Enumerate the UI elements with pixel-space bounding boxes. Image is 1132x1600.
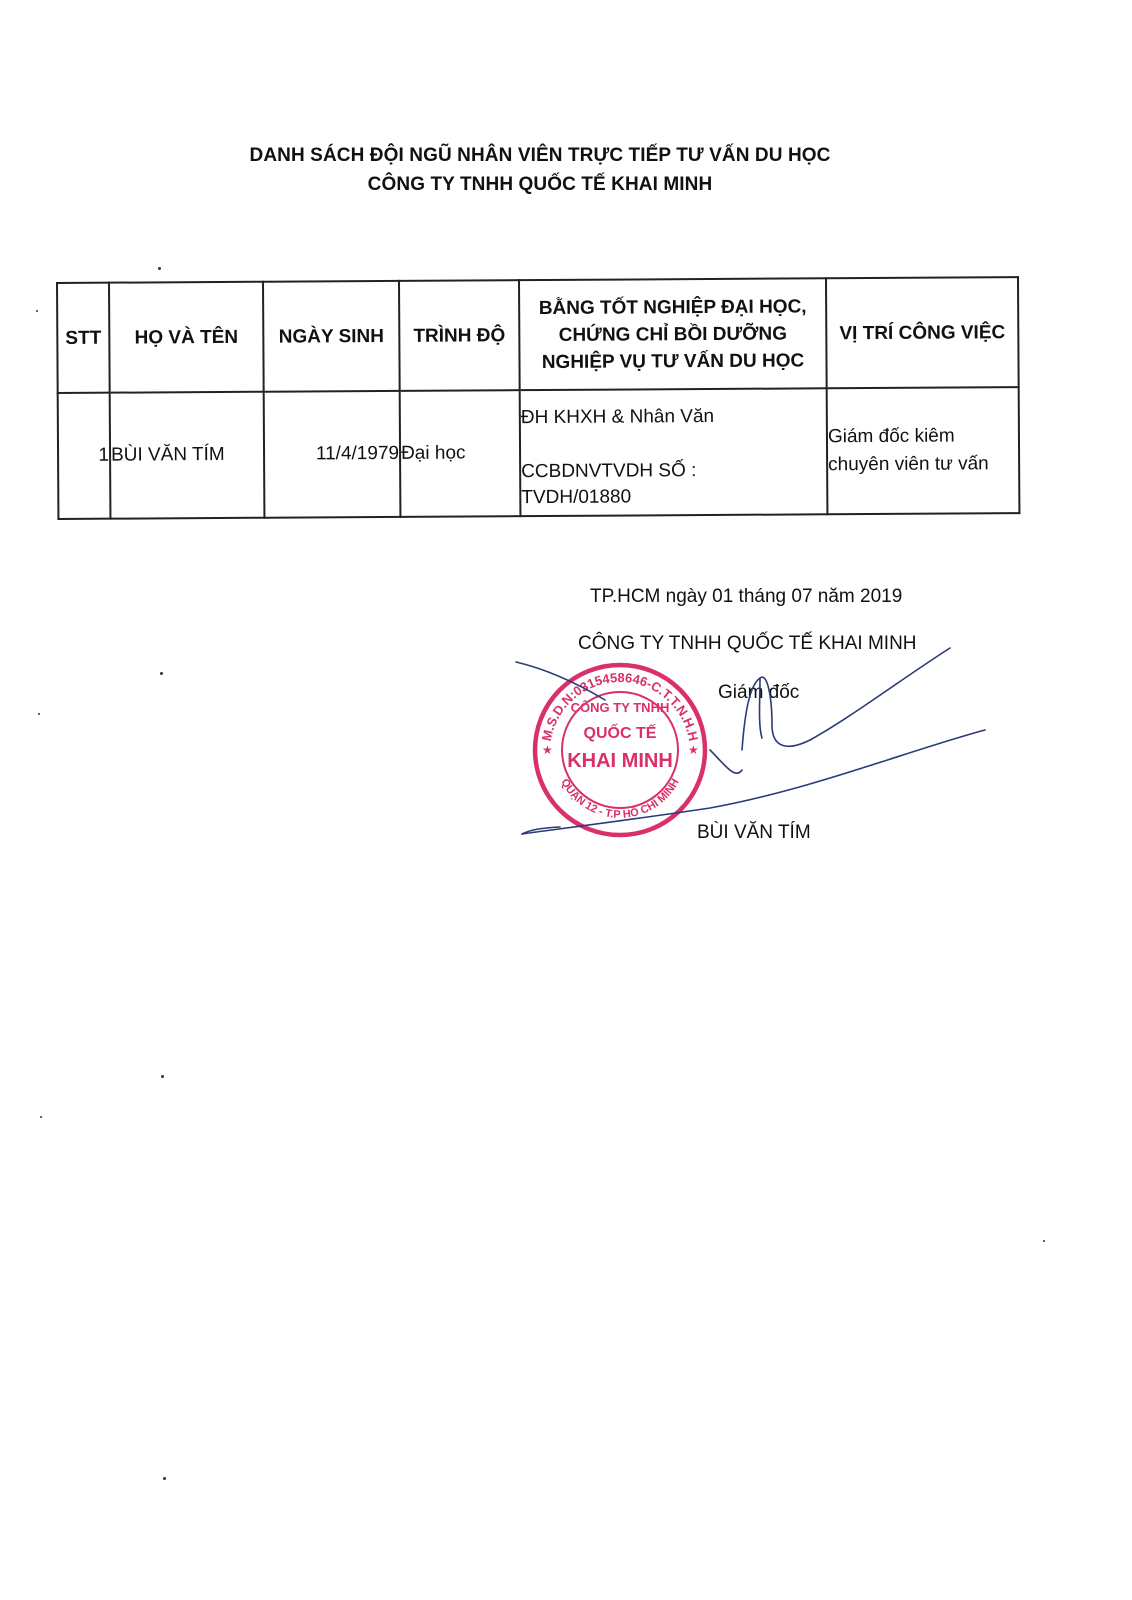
document-title-line2: CÔNG TY TNHH QUỐC TẾ KHAI MINH — [367, 174, 713, 195]
cell-dob: 11/4/1979 — [264, 391, 401, 518]
header-position: VỊ TRÍ CÔNG VIỆC — [826, 277, 1019, 388]
header-certificate-line2: CHỨNG CHỈ BỒI DƯỠNG — [558, 323, 788, 346]
star-icon: ★ — [688, 743, 699, 757]
stamp-line2: QUỐC TẾ — [583, 725, 657, 742]
signer-name: BÙI VĂN TÍM — [697, 822, 811, 843]
stamp-line1: CÔNG TY TNHH — [570, 700, 670, 715]
scan-speck — [1043, 1240, 1045, 1242]
header-certificate-line1: BẰNG TỐT NGHIỆP ĐẠI HỌC, — [538, 295, 807, 319]
handwritten-signature — [510, 630, 990, 850]
cell-certificate — [520, 388, 828, 516]
scan-speck — [163, 1477, 166, 1480]
scan-speck — [158, 267, 161, 270]
star-icon: ★ — [542, 743, 553, 757]
cell-stt: 1 — [58, 393, 111, 519]
cell-cert-number-label: CCBDNVTVDH SỐ : — [521, 460, 697, 483]
header-dob: NGÀY SINH — [263, 281, 400, 392]
scan-speck — [36, 310, 38, 312]
scan-speck — [160, 672, 163, 675]
cell-name: BÙI VĂN TÍM — [110, 392, 265, 519]
cell-degree: ĐH KHXH & Nhân Văn — [520, 405, 715, 429]
header-certificate — [519, 278, 827, 390]
cell-position-line2: chuyên viên tư vấn — [828, 453, 989, 476]
signer-role: Giám đốc — [718, 682, 800, 703]
signing-company: CÔNG TY TNHH QUỐC TẾ KHAI MINH — [578, 633, 917, 654]
table-header-row — [57, 277, 1019, 393]
header-certificate-line3: NGHIỆP VỤ TƯ VẤN DU HỌC — [541, 349, 805, 373]
table-row — [58, 387, 1020, 519]
header-name: HỌ VÀ TÊN — [109, 282, 264, 393]
document-title-line1: DANH SÁCH ĐỘI NGŨ NHÂN VIÊN TRỰC TIẾP TƯ VẤN DU HỌC — [249, 145, 831, 166]
header-level: TRÌNH ĐỘ — [399, 280, 520, 391]
cell-level: Đại học — [400, 390, 521, 517]
cell-position — [827, 387, 1020, 514]
scan-speck — [40, 1116, 42, 1118]
stamp-line3: KHAI MINH — [567, 750, 673, 772]
stamp-outer-text: M.S.D.N:0315458646-C.T.T.N.H.H — [538, 669, 702, 743]
scan-speck — [161, 1075, 164, 1078]
signing-date: TP.HCM ngày 01 tháng 07 năm 2019 — [590, 586, 903, 607]
staff-table — [56, 276, 1020, 520]
stamp-bottom-text: QUẬN 12 - T.P HỒ CHÍ MINH — [558, 776, 682, 821]
header-stt: STT — [57, 283, 110, 393]
cell-position-line1: Giám đốc kiêm — [827, 425, 955, 448]
cell-cert-number: TVDH/01880 — [521, 486, 632, 509]
scan-speck — [38, 713, 40, 715]
